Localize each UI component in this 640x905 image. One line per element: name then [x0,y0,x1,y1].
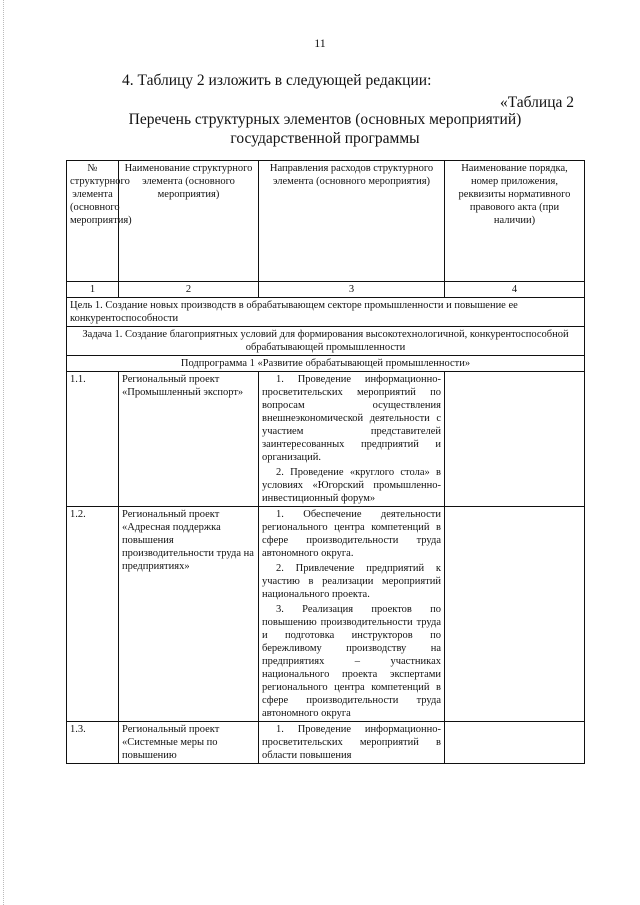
element-number: 1.2. [67,507,119,722]
table-row [67,722,585,764]
header-name: Наименование структурного элемента (основного мероприятия) [119,161,259,282]
element-name: Региональный проект «Адресная поддержка повышения производительности труда на предприятиях» [119,507,259,722]
normative-act [445,372,585,507]
title-line-1: Перечень структурных элементов (основных мероприятий) [128,111,522,128]
table-row [67,372,585,507]
table-header-row [67,161,585,282]
expense-directions [259,372,445,507]
column-number: 1 [67,282,119,298]
expense-directions [259,507,445,722]
normative-act [445,507,585,722]
element-name: Региональный проект «Системные меры по повышению [119,722,259,764]
header-number: № структурного элемента (основного мероприятия) [67,161,119,282]
title-line-2: государственной программы [230,130,420,147]
task-row [67,327,585,356]
header-directions: Направления расходов структурного элемента (основного мероприятия) [259,161,445,282]
task-text: Задача 1. Создание благоприятных условий для формирования высокотехнологичной, конкурентоспособной обрабатывающей промышленности [67,327,585,356]
column-number: 3 [259,282,445,298]
element-number: 1.3. [67,722,119,764]
direction-item: 1. Проведение информационно-просветительских мероприятий по вопросам осуществления внешнеэкономической деятельности с участием представителей заинтересованных предприятий и организаций. [262,374,441,463]
subprogram-text: Подпрограмма 1 «Развитие обрабатывающей промышленности» [67,356,585,372]
instruction-text: 4. Таблицу 2 изложить в следующей редакции: [122,72,432,89]
table-row [67,507,585,722]
scan-edge [3,0,5,905]
structure-table [66,160,585,764]
document-title [60,110,590,148]
goal-text: Цель 1. Создание новых производств в обрабатывающем секторе промышленности и повышение ее конкурентоспособности [67,298,585,327]
normative-act [445,722,585,764]
direction-item: 1. Проведение информационно-просветительских мероприятий в области повышения [262,724,441,761]
element-name: Региональный проект «Промышленный экспорт» [119,372,259,507]
page-number: 11 [314,36,326,50]
column-number: 2 [119,282,259,298]
column-number: 4 [445,282,585,298]
expense-directions [259,722,445,764]
table-tag: «Таблица 2 [499,94,574,111]
direction-item: 2. Привлечение предприятий к участию в реализации мероприятий национального проекта. [262,563,441,600]
subprogram-row [67,356,585,372]
element-number: 1.1. [67,372,119,507]
header-normative-act: Наименование порядка, номер приложения, реквизиты нормативного правового акта (при наличии) [445,161,585,282]
goal-row [67,298,585,327]
direction-item: 3. Реализация проектов по повышению производительности труда и подготовка инструкторов по бережливому производству на предприятиях – участниках национального проекта экспертами регионального центра компетенций в сфере производительности труда автономного округа [262,604,441,719]
direction-item: 2. Проведение «круглого стола» в условиях «Югорский промышленно-инвестиционный форум» [262,467,441,504]
column-number-row [67,282,585,298]
direction-item: 1. Обеспечение деятельности регионального центра компетенций в сфере производительности труда автономного округа. [262,509,441,559]
